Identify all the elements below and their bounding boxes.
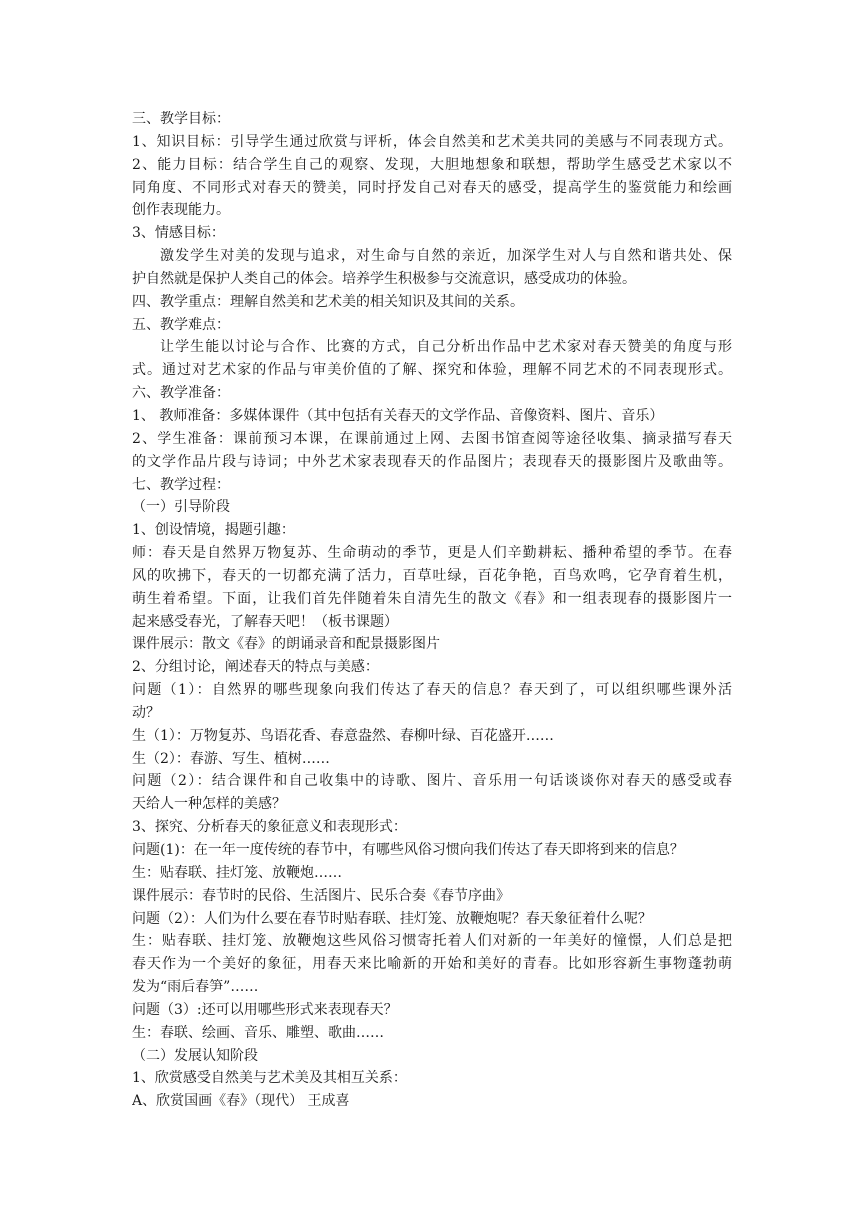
paragraph-line: 天给人一种怎样的美感？ <box>132 796 286 813</box>
subheading-emotion-goal: 3、情感目标： <box>132 225 225 242</box>
paragraph-line: 同角度、不同形式对春天的赞美，同时抒发自己对春天的感受，提高学生的鉴赏能力和绘画 <box>132 179 732 196</box>
document-page <box>132 108 732 1113</box>
paragraph-line: 1、欣赏感受自然美与艺术美及其相互关系： <box>132 1070 407 1087</box>
paragraph-line: 春天作为一个美好的象征，用春天来比喻新的开始和美好的青春。比如形容新生事物蓬勃萌 <box>132 956 732 973</box>
paragraph-line: 发为“雨后春笋”…… <box>132 979 259 996</box>
heading-difficulties: 五、教学难点： <box>132 316 230 333</box>
heading-teaching-process: 七、教学过程： <box>132 476 230 493</box>
paragraph-line: 1、 教师准备：多媒体课件（其中包括有关春天的文学作品、音像资料、图片、音乐） <box>132 407 664 424</box>
paragraph-line: 生：贴春联、挂灯笼、放鞭炮这些风俗习惯寄托着人们对新的一年美好的憧憬，人们总是把 <box>132 933 732 950</box>
heading-preparation: 六、教学准备： <box>132 385 230 402</box>
paragraph-line: 护自然就是保护人类自己的体会。培养学生积极参与交流意识，感受成功的体验。 <box>132 270 636 287</box>
paragraph-line: 生（2）：春游、写生、植树…… <box>132 750 330 767</box>
paragraph-line: 1、知识目标：引导学生通过欣赏与评析，体会自然美和艺术美共同的美感与不同表现方式。 <box>132 133 732 150</box>
paragraph-line: A、欣赏国画《春》（现代） 王成喜 <box>132 1093 350 1110</box>
paragraph-line: 2、分组讨论，阐述春天的特点与美感： <box>132 659 379 676</box>
paragraph-line: 课件展示：春节时的民俗、生活图片、民乐合奏《春节序曲》 <box>132 887 510 904</box>
paragraph-line: 问题(1)：在一年一度传统的春节中，有哪些风俗习惯向我们传达了春天即将到来的信息？ <box>132 842 684 858</box>
paragraph-line: 问题（2）：结合课件和自己收集中的诗歌、图片、音乐用一句话谈谈你对春天的感受或春 <box>132 773 732 790</box>
paragraph-line: 3、探究、分析春天的象征意义和表现形式： <box>132 819 407 836</box>
paragraph-line: 生：春联、绘画、音乐、雕塑、歌曲…… <box>132 1024 384 1041</box>
heading-key-points: 四、教学重点：理解自然美和艺术美的相关知识及其间的关系。 <box>132 293 524 310</box>
paragraph-line: 问题（1）：自然界的哪些现象向我们传达了春天的信息？春天到了，可以组织哪些课外活 <box>132 682 732 699</box>
paragraph-line: 创作表现能力。 <box>132 202 230 219</box>
subheading-guiding-stage: （一）引导阶段 <box>132 499 230 516</box>
paragraph-line: 的文学作品片段与诗词；中外艺术家表现春天的作品图片；表现春天的摄影图片及歌曲等。 <box>132 453 732 470</box>
paragraph-line: 1、创设情境，揭题引趣： <box>132 522 295 539</box>
paragraph-line: 课件展示：散文《春》的朗诵录音和配景摄影图片 <box>132 636 440 653</box>
heading-teaching-goals: 三、教学目标： <box>132 111 230 127</box>
paragraph-line: 让学生能以讨论与合作、比赛的方式，自己分析出作品中艺术家对春天赞美的角度与形 <box>160 339 732 356</box>
paragraph-line: 动？ <box>132 704 160 721</box>
paragraph-line: 风的吹拂下，春天的一切都充满了活力，百草吐绿，百花争艳，百鸟欢鸣，它孕育着生机， <box>132 567 732 584</box>
paragraph-line: 问题（3）:还可以用哪些形式来表现春天？ <box>132 1001 398 1018</box>
paragraph-line: 2、学生准备：课前预习本课，在课前通过上网、去图书馆查阅等途径收集、摘录描写春天 <box>132 430 732 447</box>
paragraph-line: 2、能力目标：结合学生自己的观察、发现，大胆地想象和联想，帮助学生感受艺术家以不 <box>132 156 732 173</box>
paragraph-line: 生：贴春联、挂灯笼、放鞭炮…… <box>132 864 342 881</box>
paragraph-line: 师：春天是自然界万物复苏、生命萌动的季节，更是人们辛勤耕耘、播种希望的季节。在春 <box>132 545 732 562</box>
paragraph-line: 式。通过对艺术家的作品与审美价值的了解、探究和体验，理解不同艺术的不同表现形式。 <box>132 362 732 379</box>
paragraph-line: 激发学生对美的发现与追求，对生命与自然的亲近，加深学生对人与自然和谐共处、保 <box>160 248 732 265</box>
subheading-development-stage: （二）发展认知阶段 <box>132 1047 258 1064</box>
paragraph-line: 萌生着希望。下面，让我们首先伴随着朱自清先生的散文《春》和一组表现春的摄影图片一 <box>132 590 732 607</box>
paragraph-line: 生（1）：万物复苏、鸟语花香、春意盎然、春柳叶绿、百花盛开…… <box>132 727 554 744</box>
paragraph-line: 起来感受春光，了解春天吧！（板书课题） <box>132 613 398 630</box>
paragraph-line: 问题（2）：人们为什么要在春节时贴春联、挂灯笼、放鞭炮呢？春天象征着什么呢？ <box>132 910 652 927</box>
